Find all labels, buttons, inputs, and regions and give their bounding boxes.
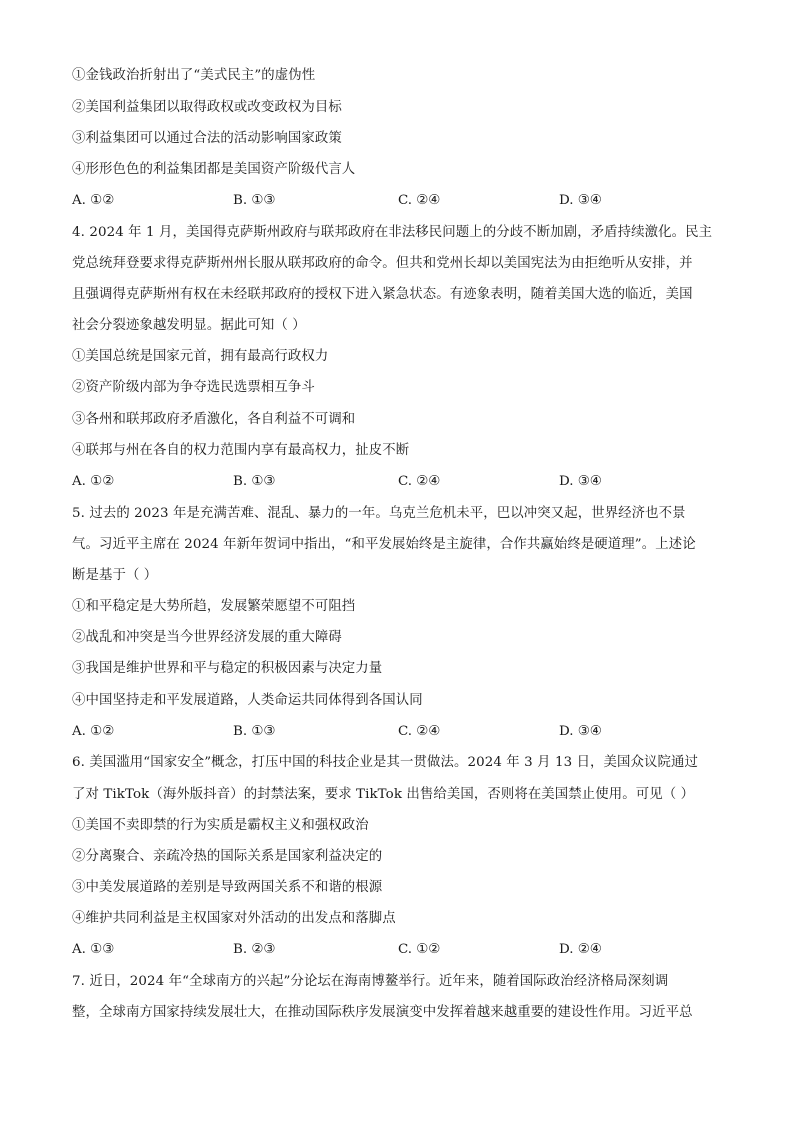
option-c[interactable]: C. ②④ — [398, 193, 441, 208]
option-b[interactable]: B. ①③ — [233, 724, 276, 739]
statement-3: ③中美发展道路的差别是导致两国关系不和谐的根源 — [72, 880, 383, 895]
option-a[interactable]: A. ①② — [72, 474, 115, 489]
option-c[interactable]: C. ①② — [398, 942, 441, 957]
option-c[interactable]: C. ②④ — [398, 724, 441, 739]
statement-2: ②战乱和冲突是当今世界经济发展的重大障碍 — [72, 630, 342, 645]
statement-2: ②分离聚合、亲疏冷热的国际关系是国家利益决定的 — [72, 849, 383, 864]
question-4-stem-line: 且强调得克萨斯州有权在未经联邦政府的授权下进入紧急状态。有迹象表明，随着美国大选的临近，美国 — [72, 287, 693, 302]
option-d[interactable]: D. ③④ — [559, 474, 602, 489]
answer-options — [72, 192, 722, 210]
option-a[interactable]: A. ①③ — [72, 942, 115, 957]
option-d[interactable]: D. ③④ — [559, 724, 602, 739]
statement-4: ④维护共同利益是主权国家对外活动的出发点和落脚点 — [72, 911, 396, 926]
statement-3: ③我国是维护世界和平与稳定的积极因素与决定力量 — [72, 661, 383, 676]
statement-3: ③利益集团可以通过合法的活动影响国家政策 — [72, 131, 342, 146]
question-7-stem-line: 整，全球南方国家持续发展壮大，在推动国际秩序发展演变中发挥着越来越重要的建设性作用。习近平总 — [72, 1005, 693, 1020]
statement-3: ③各州和联邦政府矛盾激化，各自利益不可调和 — [72, 412, 356, 427]
answer-options — [72, 723, 722, 741]
option-b[interactable]: B. ①③ — [233, 193, 276, 208]
option-d[interactable]: D. ②④ — [559, 942, 602, 957]
statement-4: ④形形色色的利益集团都是美国资产阶级代言人 — [72, 162, 356, 177]
option-b[interactable]: B. ②③ — [233, 942, 276, 957]
question-5-stem-line: 5. 过去的 2023 年是充满苦难、混乱、暴力的一年。乌克兰危机未平，巴以冲突又起，世界经济也不景 — [72, 506, 686, 521]
question-5-stem-line: 断是基于（ ） — [72, 568, 158, 583]
question-4-stem-line: 4. 2024 年 1 月，美国得克萨斯州政府与联邦政府在非法移民问题上的分歧不断加剧，矛盾持续激化。民主 — [72, 225, 713, 240]
option-b[interactable]: B. ①③ — [233, 474, 276, 489]
option-c[interactable]: C. ②④ — [398, 474, 441, 489]
statement-1: ①美国总统是国家元首，拥有最高行政权力 — [72, 349, 329, 364]
statement-1: ①金钱政治折射出了“美式民主”的虚伪性 — [72, 68, 316, 83]
question-4-stem-line: 社会分裂迹象越发明显。据此可知（ ） — [72, 318, 306, 333]
statement-1: ①美国不卖即禁的行为实质是霸权主义和强权政治 — [72, 818, 369, 833]
question-7-stem-line: 7. 近日，2024 年“全球南方的兴起”分论坛在海南博鳌举行。近年来，随着国际政治经济格局深刻调 — [72, 974, 669, 989]
question-6-stem-line: 了对 TikTok（海外版抖音）的封禁法案，要求 TikTok 出售给美国，否则将在美国禁止使用。可见（ ） — [72, 787, 695, 802]
statement-2: ②资产阶级内部为争夺选民选票相互争斗 — [72, 380, 315, 395]
statement-4: ④中国坚持走和平发展道路，人类命运共同体得到各国认同 — [72, 693, 423, 708]
option-d[interactable]: D. ③④ — [559, 193, 602, 208]
question-4-stem-line: 党总统拜登要求得克萨斯州州长服从联邦政府的命令。但共和党州长却以美国宪法为由拒绝听从安排，并 — [72, 256, 693, 271]
answer-options — [72, 473, 722, 491]
option-a[interactable]: A. ①② — [72, 724, 115, 739]
statement-4: ④联邦与州在各自的权力范围内享有最高权力，扯皮不断 — [72, 443, 410, 458]
answer-options — [72, 941, 722, 959]
question-6-stem-line: 6. 美国滥用“国家安全”概念，打压中国的科技企业是其一贯做法。2024 年 3 月 13 日，美国众议院通过 — [72, 755, 698, 770]
statement-1: ①和平稳定是大势所趋，发展繁荣愿望不可阻挡 — [72, 599, 356, 614]
option-a[interactable]: A. ①② — [72, 193, 115, 208]
statement-2: ②美国利益集团以取得政权或改变政权为目标 — [72, 100, 342, 115]
question-5-stem-line: 气。习近平主席在 2024 年新年贺词中指出，“和平发展始终是主旋律，合作共赢始终是硬道理”。上述论 — [72, 537, 696, 552]
